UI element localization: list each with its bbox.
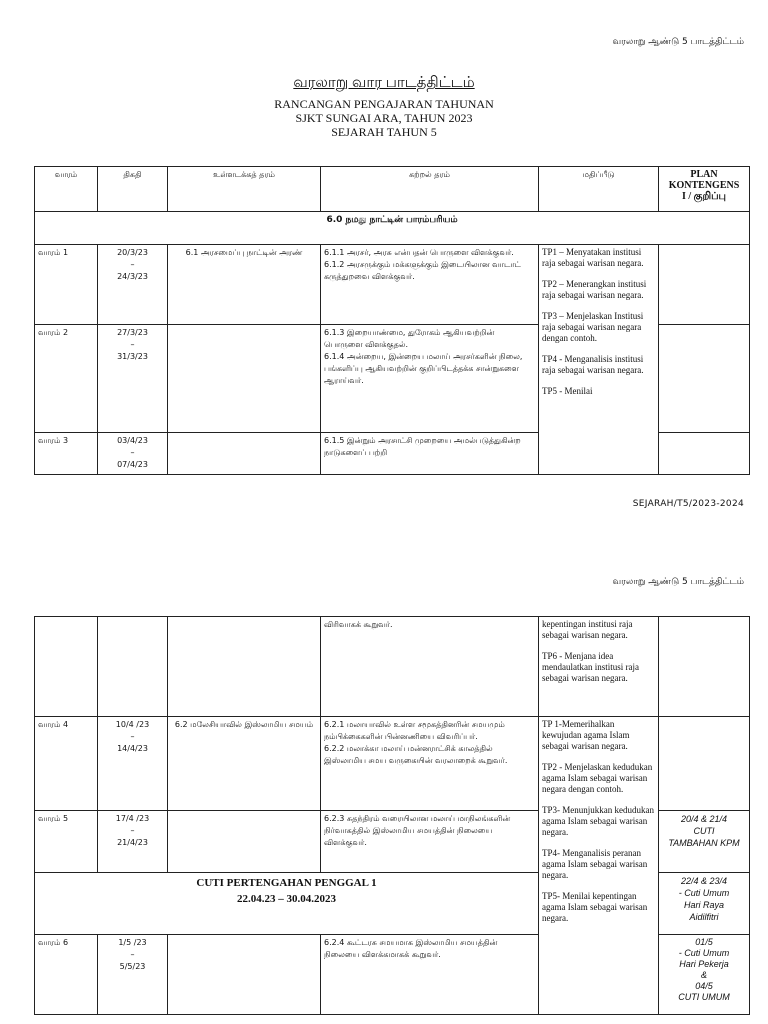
- col-header-content-standard: உள்ளடக்கத் தரம்: [168, 167, 321, 212]
- date-to: 21/4/23: [117, 838, 148, 847]
- learning-item: 6.2.2 மலாக்கா மலாய் மன்னராட்சிக் காலத்தில் இஸ்லாமிய சமய வருகையின் வரலாறைக் கூறுவர்.: [324, 744, 508, 765]
- col-header-week: வாரம்: [35, 167, 98, 212]
- week-cell: [35, 617, 98, 717]
- date-dash: –: [130, 950, 135, 959]
- subtitle-line: SJKT SUNGAI ARA, TAHUN 2023: [295, 111, 473, 125]
- date-from: 17/4 /23: [115, 814, 150, 823]
- learning-item: 6.1.1 அரசர், அரசு என்பதன் பொருளை விளக்குவர்.: [324, 248, 514, 257]
- content-standard-cell: [168, 325, 321, 433]
- lesson-plan-table-page1: [34, 166, 750, 475]
- document-title-block: [0, 74, 768, 139]
- date-from: 27/3/23: [117, 328, 148, 337]
- assessment-item: kepentingan institusi raja sebagai warisan negara.: [542, 619, 633, 640]
- table-row: [35, 717, 750, 811]
- week-cell: வாரம் 3: [35, 433, 98, 475]
- col-header-assessment: மதிப்பீடு: [539, 167, 659, 212]
- learning-standard-cell: [321, 935, 539, 1015]
- table-header-row: [35, 167, 750, 212]
- learning-standard-cell: [321, 811, 539, 873]
- date-cell: [98, 935, 168, 1015]
- assessment-item: TP4- Menganalisis peranan agama Islam sebagai warisan negara.: [542, 848, 648, 880]
- week-cell: வாரம் 2: [35, 325, 98, 433]
- date-from: 10/4 /23: [115, 720, 150, 729]
- subtitle-line: RANCANGAN PENGAJARAN TAHUNAN: [274, 97, 494, 111]
- holiday-dates: 22.04.23 – 30.04.2023: [237, 893, 336, 905]
- date-dash: –: [130, 260, 135, 269]
- assessment-item: TP5 - Menilai: [542, 386, 593, 396]
- assessment-item: TP3 – Menjelaskan Institusi raja sebagai warisan negara dengan contoh.: [542, 311, 644, 343]
- note-line: Hari Pekerja: [679, 959, 729, 969]
- date-to: 5/5/23: [119, 962, 146, 971]
- note-line: Aidilfitri: [689, 912, 719, 922]
- assessment-item: TP3- Menunjukkan kedudukan agama Islam sebagai warisan negara.: [542, 805, 654, 837]
- assessment-item: TP4 - Menganalisis institusi raja sebagai warisan negara.: [542, 354, 644, 375]
- section-row: [35, 212, 750, 245]
- content-standard-cell: [168, 433, 321, 475]
- assessment-item: TP1 – Menyatakan institusi raja sebagai warisan negara.: [542, 247, 644, 268]
- plan-cell: [659, 325, 750, 433]
- document-title: வரலாறு வார பாடத்திட்டம்: [293, 75, 475, 91]
- learning-item: 6.2.4 கூட்டரசு சமயமாக இஸ்லாமிய சமயத்தின் நிலையை விளக்கமாகக் கூறுவர்.: [324, 938, 498, 959]
- col-header-learning-standard: கற்றல் தரம்: [321, 167, 539, 212]
- col-header-date: திகதி: [98, 167, 168, 212]
- week-cell: வாரம் 1: [35, 245, 98, 325]
- date-to: 07/4/23: [117, 460, 148, 469]
- date-dash: –: [130, 826, 135, 835]
- assessment-cell: [539, 617, 659, 717]
- learning-item: 6.1.3 இறையாண்மை, துரோகம் ஆகியவற்றின் பொருளை விளக்குதல்.: [324, 328, 495, 349]
- note-line: Hari Raya: [683, 900, 724, 910]
- note-line: &: [700, 970, 707, 980]
- content-standard-cell: 6.1 அரசமைப்பு நாட்டின் அரண்: [168, 245, 321, 325]
- learning-item: 6.1.4 அன்றைய, இன்றைய மலாய் அரசர்களின் நிலை, பங்களிப்பு ஆகியவற்றின் குறிப்பிடத்தக்க சான்றுகளை ஆராய்வர்.: [324, 352, 523, 385]
- date-cell: [98, 811, 168, 873]
- lesson-plan-table-page2: [34, 616, 750, 1015]
- assessment-item: TP2 – Menerangkan institusi raja sebagai warisan negara.: [542, 279, 647, 300]
- plan-cell: [659, 433, 750, 475]
- learning-item: விரிவாகக் கூறுவர்.: [324, 620, 393, 629]
- plan-line: I / குறிப்பு: [682, 191, 726, 202]
- note-line: - Cuti Umum: [678, 888, 730, 898]
- date-from: 03/4/23: [117, 436, 148, 445]
- plan-note-cell: [659, 935, 750, 1015]
- week-cell: வாரம் 4: [35, 717, 98, 811]
- footer-code: SEJARAH/T5/2023-2024: [632, 499, 744, 509]
- holiday-cell: [35, 873, 539, 935]
- date-to: 24/3/23: [117, 272, 148, 281]
- date-dash: –: [130, 340, 135, 349]
- learning-item: 6.1.2 அரசருக்கும் மக்களுக்கும் இடையிலான வாடாட் கருத்துறவை விளக்குவர்.: [324, 260, 521, 281]
- content-standard-cell: [168, 811, 321, 873]
- note-line: CUTI: [693, 826, 715, 836]
- learning-standard-cell: [321, 433, 539, 475]
- content-standard-cell: 6.2 மலேசியாவில் இஸ்லாமிய சமயம்: [168, 717, 321, 811]
- learning-standard-cell: [321, 617, 539, 717]
- assessment-cell: [539, 717, 659, 1015]
- date-dash: –: [130, 732, 135, 741]
- learning-item: 6.1.5 இன்றும் அரசாட்சி முறையை அமல்படுத்துகின்ற நாடுகளைப் பற்றி: [324, 436, 521, 457]
- learning-standard-cell: [321, 717, 539, 811]
- page-header-label: வரலாறு ஆண்டு 5 பாடத்திட்டம்: [612, 577, 744, 587]
- date-cell: [98, 325, 168, 433]
- note-line: TAMBAHAN KPM: [668, 838, 740, 848]
- plan-cell: [659, 617, 750, 717]
- week-cell: வாரம் 6: [35, 935, 98, 1015]
- date-dash: –: [130, 448, 135, 457]
- plan-line: PLAN: [690, 169, 718, 180]
- assessment-cell: [539, 245, 659, 475]
- assessment-item: TP 1-Memerihalkan kewujudan agama Islam sebagai warisan negara.: [542, 719, 630, 751]
- assessment-item: TP5- Menilai kepentingan agama Islam sebagai warisan negara.: [542, 891, 648, 923]
- content-standard-cell: [168, 617, 321, 717]
- note-line: 04/5: [695, 981, 713, 991]
- plan-line: KONTENGENS: [668, 180, 740, 191]
- note-line: - Cuti Umum: [678, 948, 730, 958]
- subtitle-line: SEJARAH TAHUN 5: [331, 125, 437, 139]
- assessment-item: TP2 - Menjelaskan kedudukan agama Islam sebagai warisan negara dengan contoh.: [542, 762, 653, 794]
- date-cell: [98, 433, 168, 475]
- date-cell: [98, 717, 168, 811]
- holiday-title: CUTI PERTENGAHAN PENGGAL 1: [196, 877, 377, 889]
- note-line: 22/4 & 23/4: [680, 876, 728, 886]
- date-cell: [98, 617, 168, 717]
- table-row: [35, 617, 750, 717]
- date-to: 14/4/23: [117, 744, 148, 753]
- page-header-label: வரலாறு ஆண்டு 5 பாடத்திட்டம்: [612, 37, 744, 47]
- plan-note-cell: [659, 811, 750, 873]
- content-standard-cell: [168, 935, 321, 1015]
- date-to: 31/3/23: [117, 352, 148, 361]
- learning-item: 6.2.3 சுதந்திரம் வரையிலான மலாய் மாநிலங்களின் நிர்வாகத்தில் இஸ்லாமிய சமயத்தின் நிலையை விளக்குவர்.: [324, 814, 511, 847]
- date-from: 20/3/23: [117, 248, 148, 257]
- note-line: CUTI UMUM: [678, 992, 730, 1002]
- note-line: 20/4 & 21/4: [680, 814, 728, 824]
- plan-note-cell: [659, 873, 750, 935]
- week-cell: வாரம் 5: [35, 811, 98, 873]
- section-title: 6.0 நமது நாட்டின் பாரம்பரியம்: [35, 212, 750, 245]
- plan-cell: [659, 245, 750, 325]
- col-header-plan: [659, 167, 750, 212]
- plan-cell: [659, 717, 750, 811]
- table-row: [35, 245, 750, 325]
- note-line: 01/5: [695, 937, 713, 947]
- assessment-item: TP6 - Menjana idea mendaulatkan institusi raja sebagai warisan negara.: [542, 651, 639, 683]
- date-from: 1/5 /23: [118, 938, 147, 947]
- date-cell: [98, 245, 168, 325]
- learning-standard-cell: [321, 325, 539, 433]
- learning-standard-cell: [321, 245, 539, 325]
- learning-item: 6.2.1 மலாயாவில் உள்ள சமூகத்தினரின் சமயமும் நம்பிக்கைகளின் பின்னணியை விவரிப்பர்.: [324, 720, 505, 741]
